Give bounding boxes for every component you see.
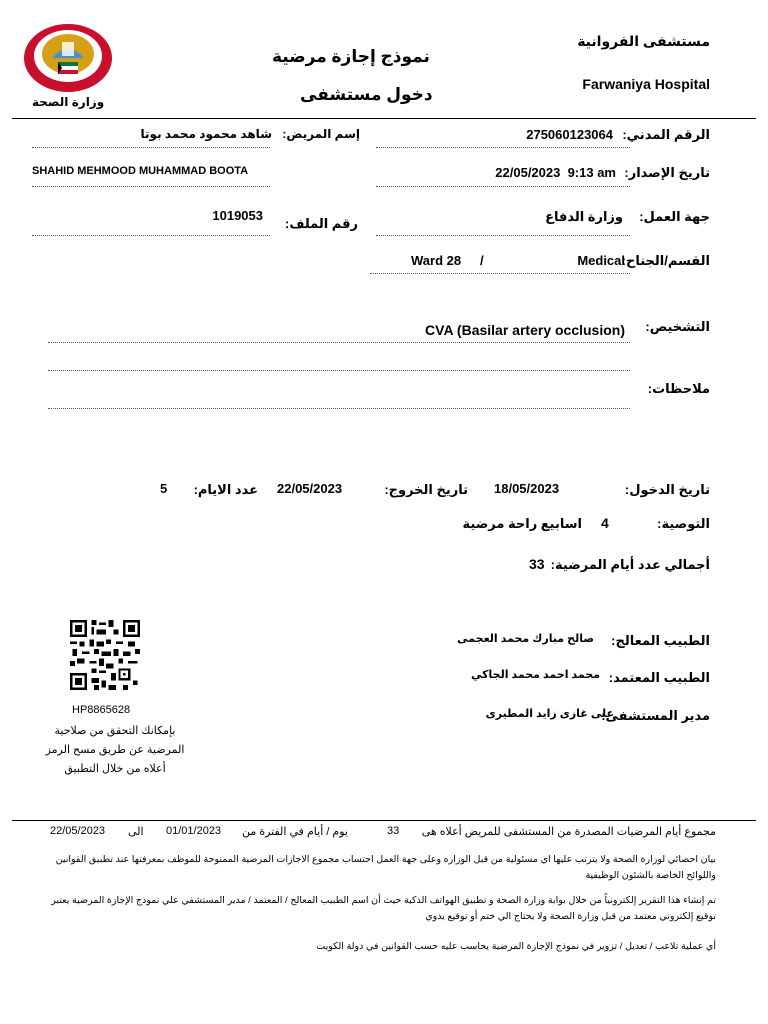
file-no-label: رقم الملف: xyxy=(285,216,358,231)
treating-doctor-name: صالح مبارك محمد العجمى xyxy=(457,633,594,645)
disclaimer-1-line-1: بيان احصائي لوزارة الصحة ولا يترتب عليها اي مسئولية من قبل الوزاره وعلى جهة العمل احتساب مجموع الاجازات المرضية الممنوحة للموظف بمعرفتها عند تطبيق القوانين xyxy=(55,854,716,865)
recommendation-value: 4 xyxy=(601,515,609,531)
patient-name-label: إسم المريض: xyxy=(282,127,360,141)
hospital-director-label: مدير المستشفى: xyxy=(601,708,710,723)
disclaimer-3: أي عملية تلاعب / تعديل / تزوير في نموذج الإجازة المرضية يحاسب عليه حسب القوانين في دولة الكويت xyxy=(316,941,716,952)
summary-period-label: يوم / أيام في الفترة من xyxy=(242,826,348,838)
disclaimer-2-line-1: تم إنشاء هذا التقرير إلكترونياً من خلال بوابة وزارة الصحة و تطبيق الهواتف الذكية حيث أن اسم الطبيب المعالج / المعتمد / مدير المستشفي علي نموذج الإجازة المرضية يعتبر xyxy=(51,895,716,906)
issue-date-value: 22/05/2023 9:13 am xyxy=(495,165,616,180)
days-count-label: عدد الايام: xyxy=(193,482,258,497)
summary-to-date: 22/05/2023 xyxy=(50,825,106,837)
days-count-value: 5 xyxy=(160,481,168,496)
verification-qr-code[interactable] xyxy=(70,620,140,690)
total-sick-days-label: أجمالي عدد أيام المرضية: xyxy=(550,557,710,572)
approving-doctor-label: الطبيب المعتمد: xyxy=(608,670,710,685)
treating-doctor-label: الطبيب المعالج: xyxy=(611,633,710,648)
qr-caption-line-2: المرضية عن طريق مسح الرمز xyxy=(45,744,185,756)
ward-value: Ward 28 xyxy=(411,253,462,268)
form-subtitle: دخول مستشفى xyxy=(300,85,433,104)
patient-name-ar: شاهد محمود محمد بوتا xyxy=(140,127,272,141)
civil-id-value: 275060123064 xyxy=(526,127,613,142)
disclaimer-1-line-2: واللوائح الخاصة بالشئون الوظيفية xyxy=(585,870,716,881)
diagnosis-line-1 xyxy=(48,342,630,343)
civil-id-label: الرقم المدني: xyxy=(622,127,710,142)
recommendation-label: التوصية: xyxy=(657,516,710,531)
department-line xyxy=(370,273,630,274)
department-value: Medical xyxy=(577,253,625,268)
diagnosis-value: CVA (Basilar artery occlusion) xyxy=(425,322,625,338)
footer-divider xyxy=(12,820,756,821)
qr-reference-code: HP8865628 xyxy=(72,704,131,716)
summary-to-label: الى xyxy=(128,826,144,838)
admission-date-value: 18/05/2023 xyxy=(494,481,560,496)
disclaimer-2-line-2: توقيع إلكتروني معتمد من قبل وزارة الصحة ولا يحتاج الي ختم أو توقيع يدوي xyxy=(425,911,716,922)
qr-caption-line-3: أعلاه من خلال التطبيق xyxy=(64,763,166,775)
summary-days: 33 xyxy=(387,825,400,837)
form-title: نموذج إجازة مرضية xyxy=(272,47,430,66)
patient-name-ar-line xyxy=(32,147,270,148)
admission-date-label: تاريخ الدخول: xyxy=(624,482,710,497)
notes-label: ملاحظات: xyxy=(647,381,710,396)
total-sick-days-value: 33 xyxy=(529,556,545,572)
qr-caption-line-1: بإمكانك التحقق من صلاحية xyxy=(54,725,176,737)
employer-value: وزارة الدفاع xyxy=(545,209,623,224)
discharge-date-value: 22/05/2023 xyxy=(277,481,343,496)
discharge-date-label: تاريخ الخروج: xyxy=(384,482,468,497)
hospital-name-en: Farwaniya Hospital xyxy=(582,76,710,92)
department-label: القسم/الجناح: xyxy=(621,253,710,268)
file-no-line xyxy=(32,235,270,236)
ward-separator: / xyxy=(480,253,484,268)
hospital-name-ar: مستشفى الفروانية xyxy=(577,33,710,49)
employer-label: جهة العمل: xyxy=(639,209,710,224)
ministry-name: وزارة الصحة xyxy=(32,95,105,109)
recommendation-unit: اسابيع راحة مرضية xyxy=(462,516,582,531)
diagnosis-label: التشخيص: xyxy=(645,319,710,334)
employer-line xyxy=(376,235,630,236)
diagnosis-line-2 xyxy=(48,370,630,371)
issue-date-label: تاريخ الإصدار: xyxy=(624,165,710,180)
summary-text: مجموع أيام المرضيات المصدرة من المستشفى للمريض أعلاه هى xyxy=(421,826,716,838)
file-no-value: 1019053 xyxy=(212,208,263,223)
patient-name-en-line xyxy=(32,186,270,187)
notes-line xyxy=(48,408,630,409)
hospital-director-name: على غازى زايد المطيرى xyxy=(485,708,614,720)
issue-date-line xyxy=(376,186,630,187)
ministry-emblem xyxy=(22,22,114,94)
patient-name-en: SHAHID MEHMOOD MUHAMMAD BOOTA xyxy=(32,165,249,177)
approving-doctor-name: محمد احمد محمد الجاكي xyxy=(470,669,600,681)
civil-id-line xyxy=(376,147,630,148)
summary-from-date: 01/01/2023 xyxy=(166,825,222,837)
header-divider xyxy=(12,118,756,119)
